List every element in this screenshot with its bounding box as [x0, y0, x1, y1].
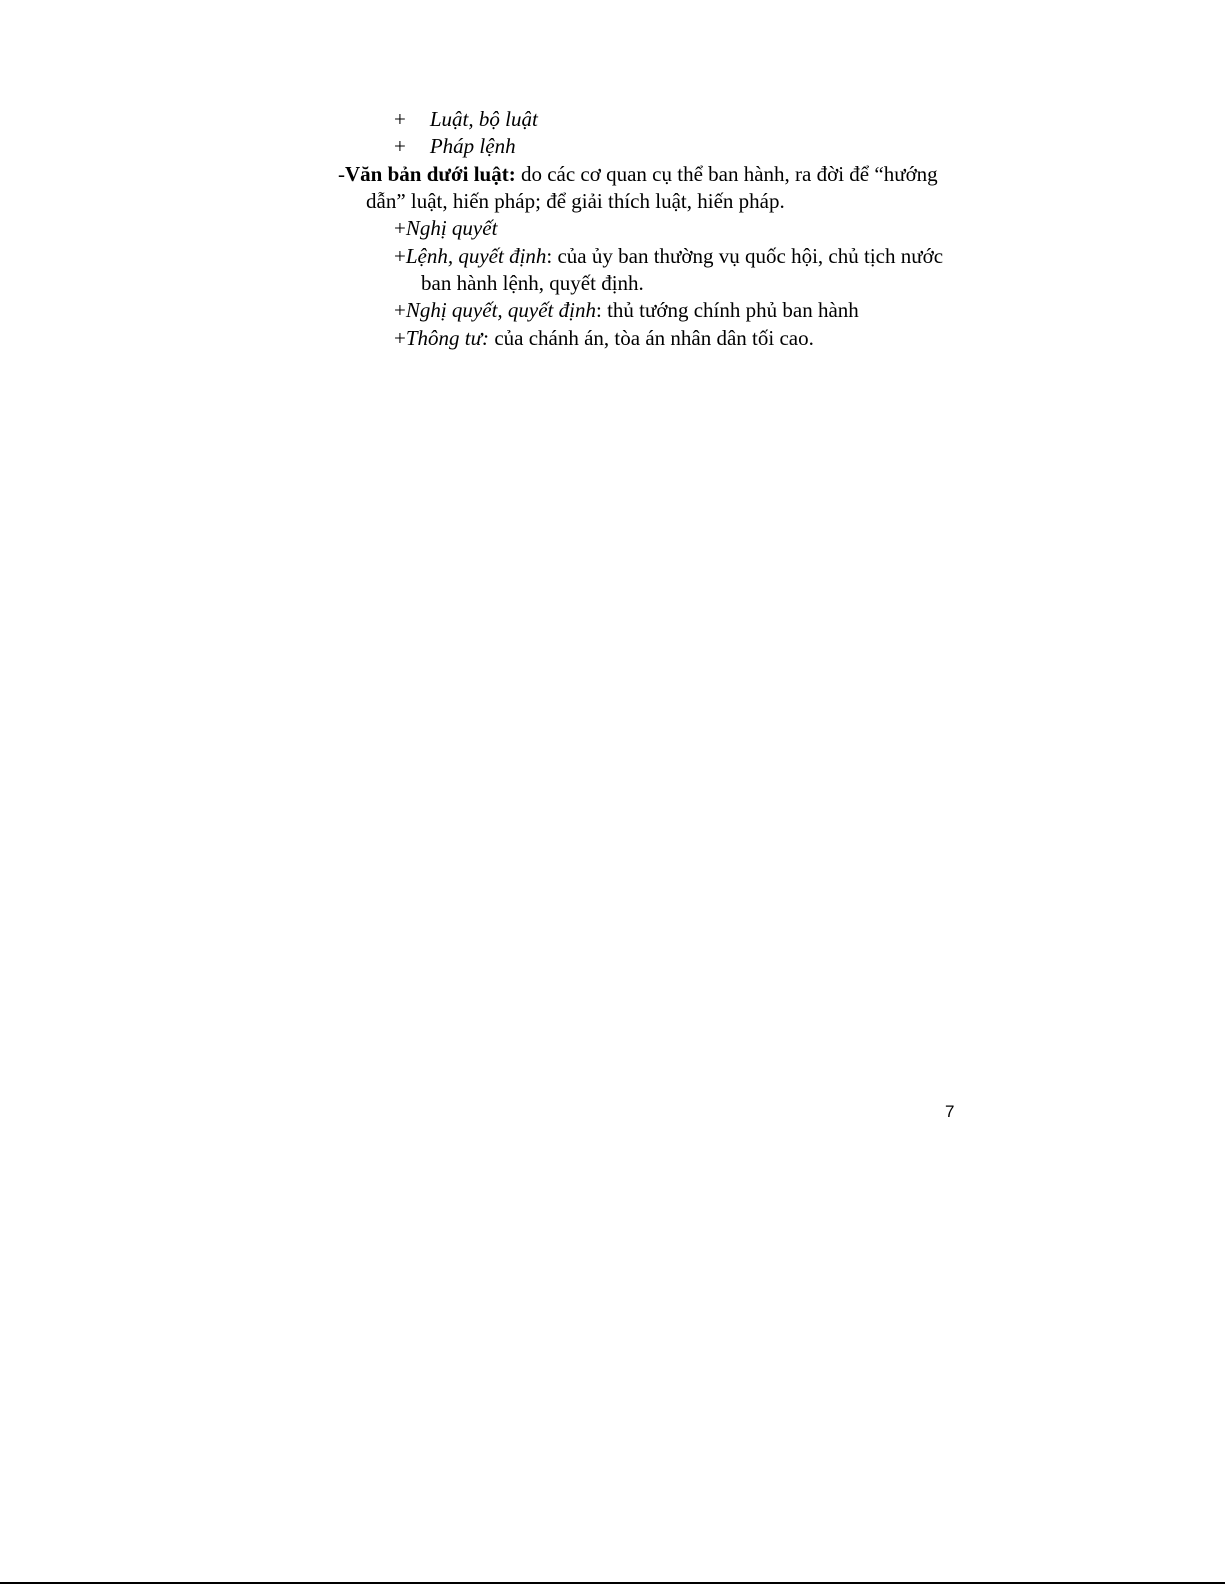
bullet-plus: + [394, 216, 406, 240]
list-item-phap-lenh [394, 133, 516, 160]
page-number: 7 [945, 1102, 955, 1121]
bullet-plus: + [394, 134, 406, 158]
subitem-nghi-quyet [394, 215, 497, 242]
subitem-nghi-quyet-quyet-dinh [394, 297, 859, 324]
page-bottom-border [0, 1582, 1225, 1584]
section-colon: : [508, 162, 516, 186]
subitem-term: Thông tư: [405, 326, 490, 350]
section-term: Văn bản dưới luật [345, 162, 509, 186]
bullet-plus: + [394, 107, 406, 131]
subitem-lenh-continuation [421, 270, 644, 297]
section-text-line1: do các cơ quan cụ thể ban hành, ra đời để “hướng [515, 162, 938, 186]
bullet-plus: + [394, 326, 406, 350]
subitem-desc: : thủ tướng chính phủ ban hành [595, 298, 859, 322]
subitem-desc-line1: : của ủy ban thường vụ quốc hội, chủ tịch nước [546, 244, 944, 268]
item-term: Pháp lệnh [429, 134, 516, 158]
subitem-term: Nghị quyết [405, 216, 498, 240]
list-item-luat-bo-luat [394, 106, 538, 133]
section-text-continuation [366, 188, 785, 215]
subitem-term: Nghị quyết, quyết định [405, 298, 596, 322]
item-term: Luật, bộ luật [429, 107, 538, 131]
subitem-lenh-quyet-dinh [394, 243, 943, 270]
subitem-thong-tu [394, 325, 814, 352]
bullet-plus: + [394, 298, 406, 322]
subitem-term: Lệnh, quyết định [405, 244, 547, 268]
subitem-desc: của chánh án, tòa án nhân dân tối cao. [489, 326, 814, 350]
section-dash: - [338, 162, 345, 186]
bullet-plus: + [394, 244, 406, 268]
subitem-desc-line2: ban hành lệnh, quyết định. [421, 271, 644, 295]
section-van-ban-duoi-luat [338, 161, 938, 188]
section-text-line2: dẫn” luật, hiến pháp; để giải thích luật, hiến pháp. [366, 189, 785, 213]
